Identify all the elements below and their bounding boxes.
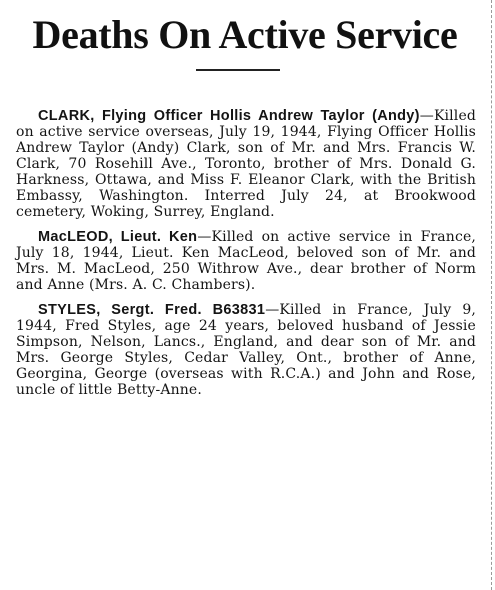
notice-name: STYLES, Sergt. Fred. B63831	[38, 302, 266, 318]
column-rule	[491, 0, 492, 590]
notice-clark	[16, 108, 476, 220]
notice-text: —Killed on active service in France, July 18, 1944, Lieut. Ken MacLeod, beloved son of Mr. and Mrs. M. MacLeod, 250 Withrow Ave., dear brother of Norm and Anne (Mrs. A. C. Chambers).	[16, 229, 476, 293]
notice-name: MacLEOD, Lieut. Ken	[38, 229, 198, 245]
headline-divider	[196, 69, 280, 71]
notice-text: —Killed on active service overseas, July 19, 1944, Flying Officer Hollis Andrew Taylor (Andy) Clark, son of Mr. and Mrs. Francis W. Clark, 70 Rosehill Ave., Toronto, brother of Mrs. Donald G. Harkness, Ottawa, and Miss F. Eleanor Clark, with the British Embassy, Washington. Interred July 24, at Brookwood cemetery, Woking, Surrey, England.	[16, 108, 476, 220]
notice-macleod	[16, 229, 476, 293]
notice-styles	[16, 302, 476, 398]
notices	[16, 108, 476, 398]
notice-text: —Killed in France, July 9, 1944, Fred Styles, age 24 years, beloved husband of Jessie Simpson, Nelson, Lancs., England, and dear son of Mr. and Mrs. George Styles, Cedar Valley, Ont., brother of Anne, Georgina, George (overseas with R.C.A.) and John and Rose, uncle of little Betty-Anne.	[16, 302, 476, 398]
headline: Deaths On Active Service	[32, 12, 458, 57]
notice-name: CLARK, Flying Officer Hollis Andrew Taylor (Andy)	[38, 108, 420, 124]
